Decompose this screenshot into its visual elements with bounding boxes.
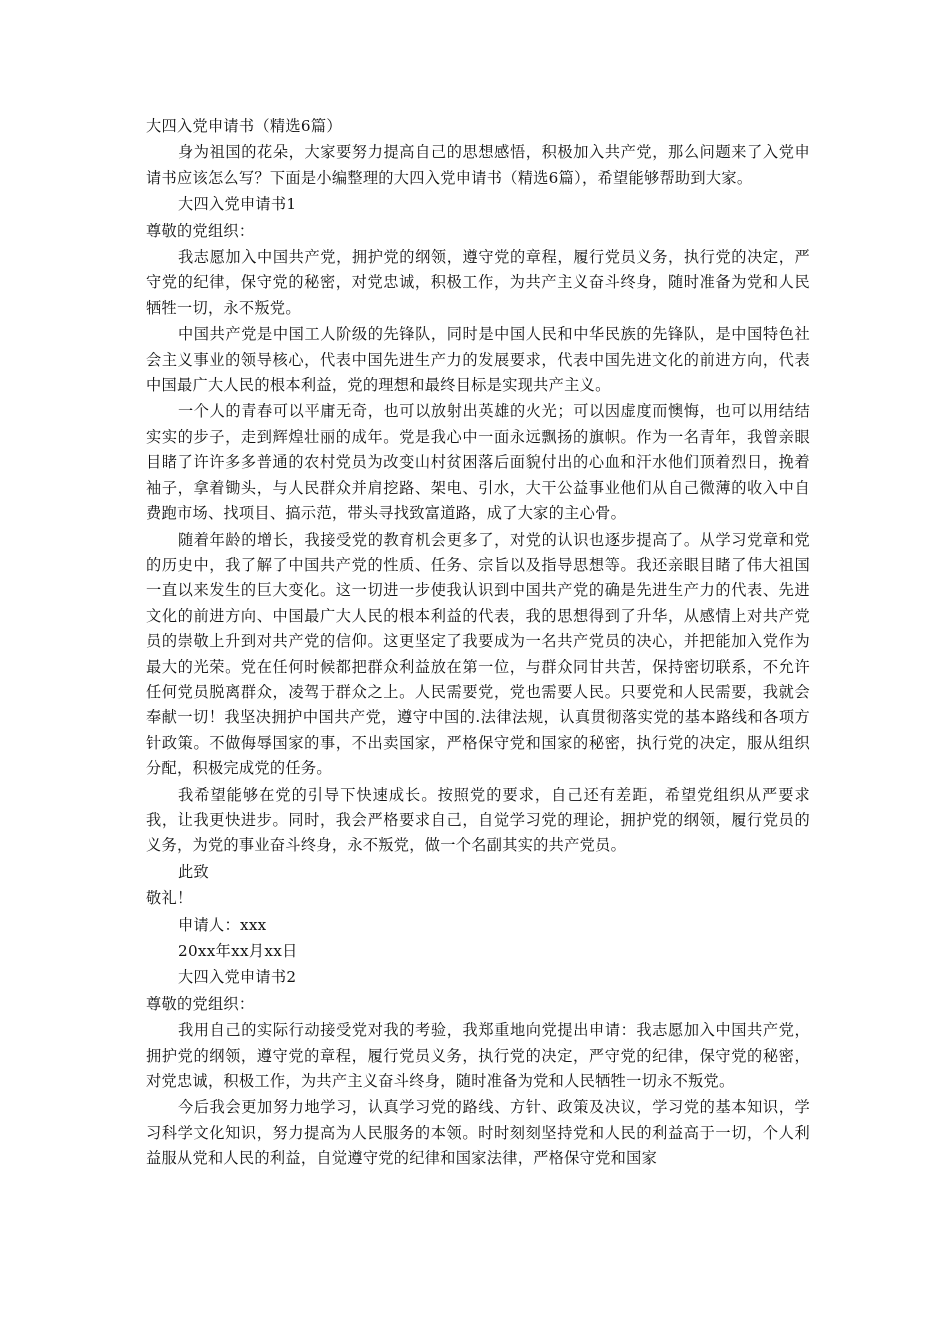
letter1-regards: 敬礼！ (146, 889, 193, 908)
letter1-heading: 大四入党申请书1 (178, 195, 297, 214)
letter1-paragraph-5: 我希望能够在党的引导下快速成长。按照党的要求，自己还有差距，希望党组织从严要求我，让我更快进步。同时，我会严格要求自己，自觉学习党的理论，拥护党的纲领，履行党员的义务，为党的事业奋斗终身，永不叛党，做一个名副其实的共产党员。 (146, 785, 810, 855)
letter1-paragraph-4: 随着年龄的增长，我接受党的教育机会更多了，对党的认识也逐步提高了。从学习党章和党的历史中，我了解了中国共产党的性质、任务、宗旨以及指导思想等。我还亲眼目睹了伟大祖国一直以来发生的巨大变化。这一切进一步使我认识到中国共产党的确是先进生产力的代表、先进文化的前进方向、中国最广大人民的根本利益的代表，我的思想得到了升华，从感情上对共产党员的崇敬上升到对共产党的信仰。这更坚定了我要成为一名共产党员的决心，并把能加入党作为最大的光荣。党在任何时候都把群众利益放在第一位，与群众同甘共苦，保持密切联系，不允许任何党员脱离群众，凌驾于群众之上。人民需要党，党也需要人民。只要党和人民需要，我就会奉献一切！我坚决拥护中国共产党，遵守中国的.法律法规，认真贯彻落实党的基本路线和各项方针政策。不做侮辱国家的事，不出卖国家，严格保守党和国家的秘密，执行党的决定，服从组织分配，积极完成党的任务。 (146, 530, 810, 778)
document-page (146, 114, 810, 1173)
letter1-date: 20xx年xx月xx日 (178, 942, 298, 960)
letter1-paragraph-1: 我志愿加入中国共产党，拥护党的纲领，遵守党的章程，履行党员义务，执行党的决定，严守党的纪律，保守党的秘密，对党忠诚，积极工作，为共产主义奋斗终身，随时准备为党和人民牺牲一切，永不叛党。 (146, 248, 810, 317)
letter1-closing: 此致 (178, 862, 209, 881)
letter2-paragraph-1: 我用自己的实际行动接受党对我的考验，我郑重地向党提出申请：我志愿加入中国共产党，拥护党的纲领，遵守党的章程，履行党员义务，执行党的决定，严守党的纪律，保守党的秘密，对党忠诚，积极工作，为共产主义奋斗终身，随时准备为党和人民牺牲一切永不叛党。 (146, 1021, 810, 1091)
letter1-paragraph-2: 中国共产党是中国工人阶级的先锋队，同时是中国人民和中华民族的先锋队，是中国特色社会主义事业的领导核心，代表中国先进生产力的发展要求，代表中国先进文化的前进方向，代表中国最广大人民的根本利益，党的理想和最终目标是实现共产主义。 (146, 325, 810, 395)
letter2-paragraph-2: 今后我会更加努力地学习，认真学习党的路线、方针、政策及决议，学习党的基本知识，学习科学文化知识，努力提高为人民服务的本领。时时刻刻坚持党和人民的利益高于一切，个人利益服从党和人民的利益，自觉遵守党的纪律和国家法律，严格保守党和国家 (146, 1098, 810, 1168)
letter1-salutation: 尊敬的党组织： (146, 221, 255, 240)
letter1-paragraph-3: 一个人的青春可以平庸无奇，也可以放射出英雄的火光；可以因虚度而懊悔，也可以用结结实实的步子，走到辉煌壮丽的成年。党是我心中一面永远飘扬的旗帜。作为一名青年，我曾亲眼目睹了许许多多普通的农村党员为改变山村贫困落后面貌付出的心血和汗水他们顶着烈日，挽着袖子，拿着锄头，与人民群众并肩挖路、架电、引水，大干公益事业他们从自己微薄的收入中自费跑市场、找项目、搞示范，带头寻找致富道路，成了大家的主心骨。 (146, 402, 810, 523)
letter2-heading: 大四入党申请书2 (178, 968, 297, 987)
document-title: 大四入党申请书（精选6篇） (146, 117, 342, 135)
letter1-applicant: 申请人：xxx (178, 915, 267, 934)
letter2-salutation: 尊敬的党组织： (146, 994, 255, 1013)
intro-paragraph: 身为祖国的花朵，大家要努力提高自己的思想感悟，积极加入共产党，那么问题来了入党申请书应该怎么写？下面是小编整理的大四入党申请书（精选6篇），希望能够帮助到大家。 (146, 143, 810, 187)
